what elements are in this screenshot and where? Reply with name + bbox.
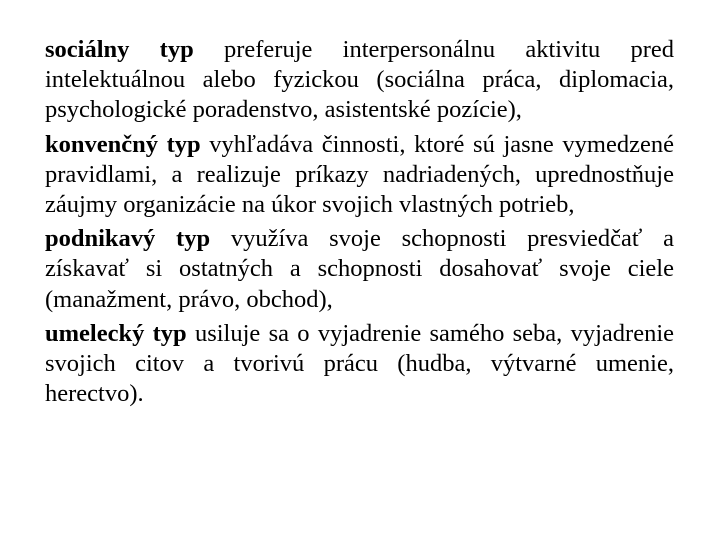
description-social-type: preferuje interpersonálnu aktivitu pred intelektuálnou alebo fyzickou (sociálna práca, diplomacia, psychologické poradenstvo, asistentské pozície), <box>45 36 675 124</box>
paragraph-conventional-type <box>45 130 674 221</box>
description-enterprising-type: využíva svoje schopnosti presviedčať a získavať si ostatných a schopnosti dosahovať svoje ciele (manažment, právo, obchod), <box>45 225 674 313</box>
paragraph-social-type <box>45 35 674 126</box>
term-enterprising-type: podnikavý typ <box>45 225 211 253</box>
paragraph-artistic-type <box>45 319 674 410</box>
paragraph-enterprising-type <box>45 224 674 315</box>
slide-body-text <box>45 35 674 413</box>
term-artistic-type: umelecký typ <box>45 319 187 347</box>
term-social-type: sociálny typ <box>45 36 194 63</box>
description-conventional-type: vyhľadáva činnosti, ktoré sú jasne vymedzené pravidlami, a realizuje príkazy nadriadených, uprednostňuje záujmy organizácie na úkor svojich vlastných potrieb, <box>45 130 674 219</box>
description-artistic-type: usiluje sa o vyjadrenie samého seba, vyjadrenie svojich citov a tvorivú prácu (hudba, výtvarné umenie, herectvo). <box>45 319 674 408</box>
term-conventional-type: konvenčný typ <box>45 130 201 158</box>
